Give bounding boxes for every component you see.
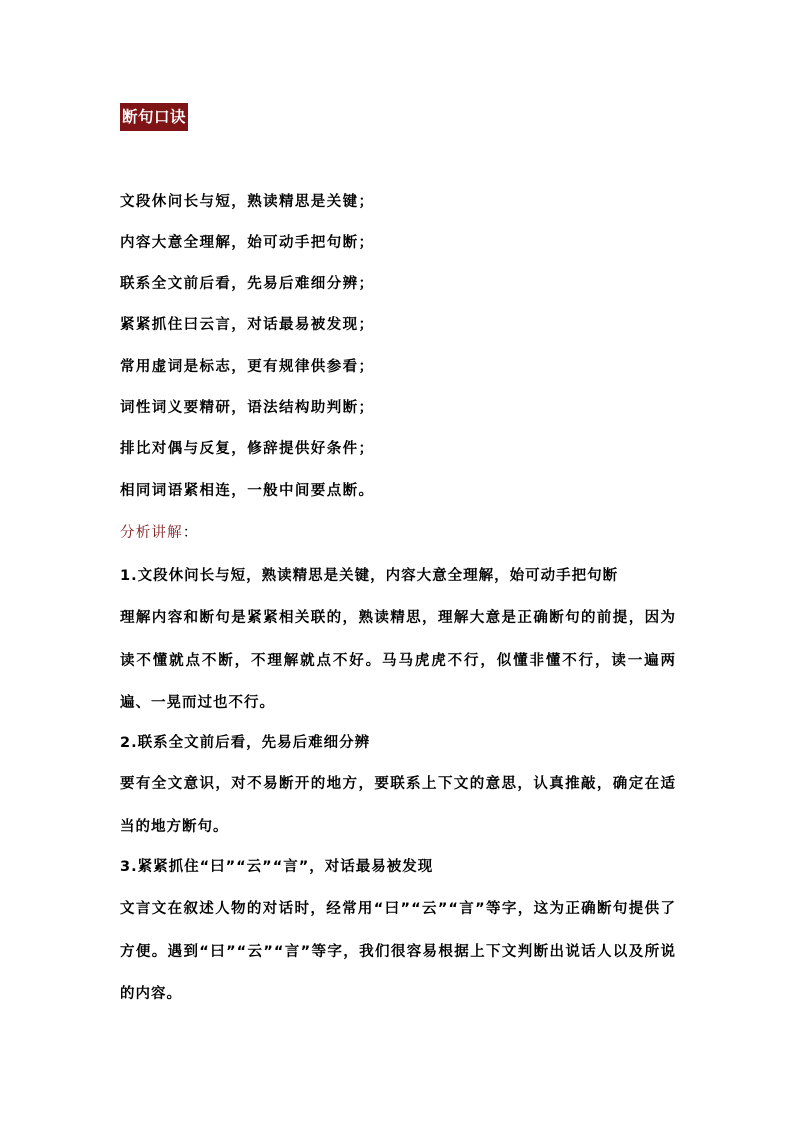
section-1-heading: 1.文段休问长与短，熟读精思是关键，内容大意全理解，始可动手把句断 bbox=[120, 568, 619, 584]
section-2-body: 要有全文意识，对不易断开的地方，要联系上下文的意思，认真推敲，确定在适当的地方断句。 bbox=[120, 776, 676, 835]
verse-line-4: 紧紧抓住曰云言，对话最易被发现； bbox=[120, 317, 375, 333]
section-2-heading: 2.联系全文前后看，先易后难细分辨 bbox=[120, 735, 371, 751]
verse-line-5: 常用虚词是标志，更有规律供参看； bbox=[120, 359, 375, 375]
analysis-heading bbox=[120, 523, 199, 543]
verse-line-1: 文段休问长与短，熟读精思是关键； bbox=[120, 194, 375, 210]
analysis-heading-text: 分析讲解 bbox=[120, 525, 183, 541]
verse-line-2: 内容大意全理解，始可动手把句断； bbox=[120, 235, 375, 251]
verse-line-8: 相同词语紧相连，一般中间要点断。 bbox=[120, 483, 375, 499]
verse-line-3: 联系全文前后看，先易后难细分辨； bbox=[120, 276, 375, 292]
section-1-body: 理解内容和断句是紧紧相关联的，熟读精思，理解大意是正确断句的前提，因为读不懂就点不断，不理解就点不好。马马虎虎不行，似懂非懂不行，读一遍两遍、一晃而过也不行。 bbox=[120, 610, 676, 711]
document-title: 断句口诀 bbox=[120, 103, 188, 131]
section-3-heading: 3.紧紧抓住“曰”“云”“言”，对话最易被发现 bbox=[120, 859, 434, 875]
section-3-body: 文言文在叙述人物的对话时，经常用“曰”“云”“言”等字，这为正确断句提供了方便。遇到“曰”“云”“言”等字，我们很容易根据上下文判断出说话人以及所说的内容。 bbox=[120, 901, 676, 1002]
analysis-heading-colon: ： bbox=[182, 525, 199, 541]
verse-line-6: 词性词义要精研，语法结构助判断； bbox=[120, 400, 375, 416]
verse-line-7: 排比对偶与反复，修辞提供好条件； bbox=[120, 441, 375, 457]
